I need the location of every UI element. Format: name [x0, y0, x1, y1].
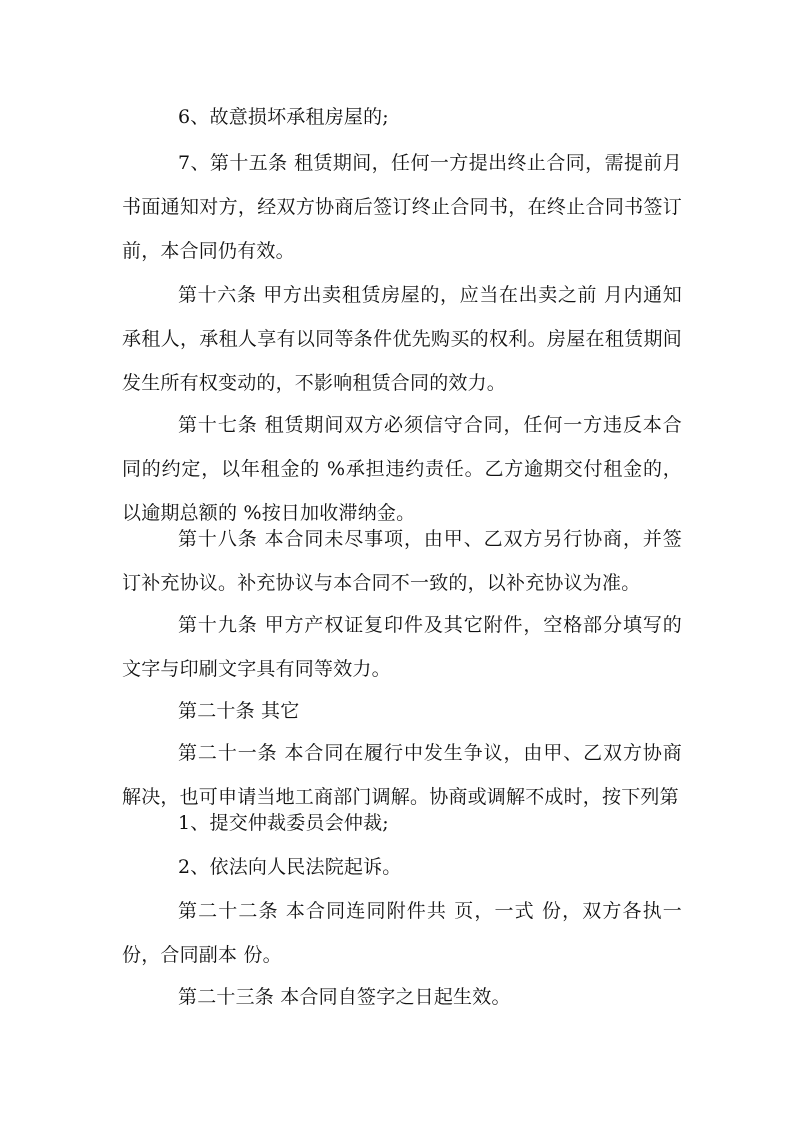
- paragraph-article-23: 第二十三条 本合同自签字之日起生效。: [178, 986, 511, 1008]
- paragraph-item-6: 6、故意损坏承租房屋的;: [178, 106, 389, 128]
- paragraph-article-18: 第十八条 本合同未尽事项，由甲、乙双方另行协商，并签订补充协议。补充协议与本合同不一致的，以补充协议为准。: [122, 528, 682, 594]
- paragraph-article-22: 第二十二条 本合同连同附件共 页，一式 份，双方各执一份，合同副本 份。: [122, 900, 682, 966]
- paragraph-article-20: 第二十条 其它: [178, 700, 300, 722]
- paragraph-article-21: 第二十一条 本合同在履行中发生争议，由甲、乙双方协商解决，也可申请当地工商部门调解。协商或调解不成时，按下列第: [122, 742, 682, 808]
- paragraph-article-17: 第十七条 租赁期间双方必须信守合同，任何一方违反本合同的约定，以年租金的 %承担违约责任。乙方逾期交付租金的，以逾期总额的 %按日加收滞纳金。: [122, 414, 682, 524]
- paragraph-option-2: 2、依法向人民法院起诉。: [178, 856, 402, 878]
- paragraph-article-16: 第十六条 甲方出卖租赁房屋的，应当在出卖之前 月内通知承租人，承租人享有以同等条件优先购买的权利。房屋在租赁期间发生所有权变动的，不影响租赁合同的效力。: [122, 284, 682, 394]
- paragraph-article-19: 第十九条 甲方产权证复印件及其它附件，空格部分填写的文字与印刷文字具有同等效力。: [122, 614, 682, 680]
- paragraph-article-15: 7、第十五条 租赁期间，任何一方提出终止合同，需提前月书面通知对方，经双方协商后签订终止合同书，在终止合同书签订前，本合同仍有效。: [122, 152, 682, 262]
- paragraph-option-1: 1、提交仲裁委员会仲裁;: [178, 812, 389, 834]
